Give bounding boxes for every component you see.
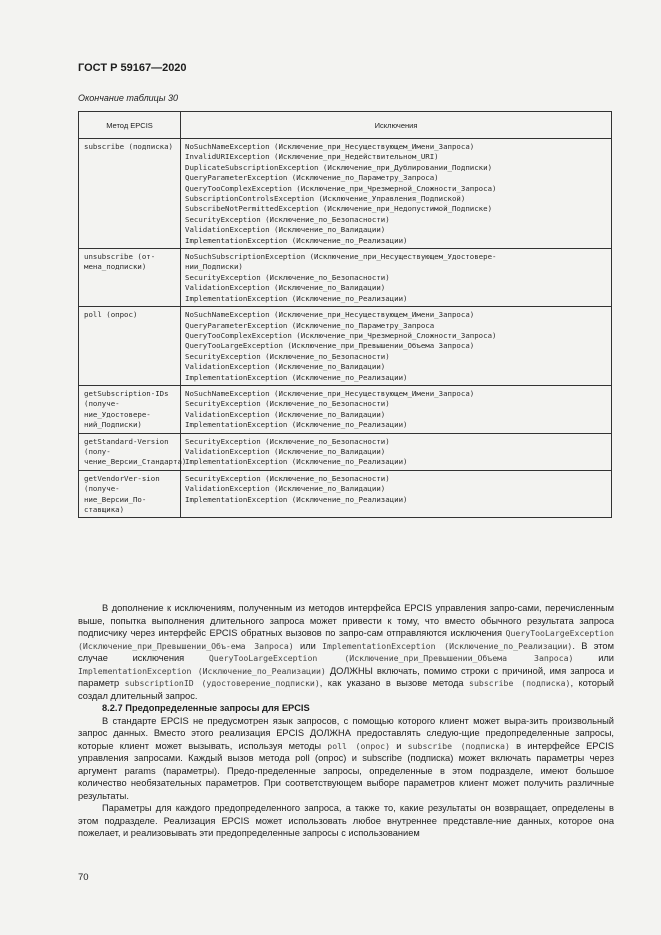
exception-line: SecurityException (Исключение_по_Безопасности) (185, 399, 390, 409)
exceptions-cell (181, 307, 612, 386)
exception-line: ValidationException (Исключение_по_Валидации) (185, 362, 386, 372)
exception-line: DuplicateSubscriptionException (Исключение_при_Дублировании_Подписки) (185, 162, 493, 172)
exception-line: NoSuchNameException (Исключение_при_Несуществующем_Имени_Запроса) (185, 388, 475, 398)
body-text (78, 602, 614, 840)
method-name: getVendorVer-sion (получе-ние_Версии_По-ставщика) (84, 473, 160, 514)
exceptions-table (78, 111, 612, 518)
text-fragment: в интерфейсе EPCIS управления запросами. Каждый вызов метода poll (опрос) и subscribe (подписка) может включать параметры через аргумент params (параметры). Предо-пределенные запросы, определенные в этом подразделе, имеют большое количество необязательных параметров. При соответствующем выборе параметров клиент может получить различные результаты. (78, 740, 614, 801)
page-number: 70 (78, 872, 89, 883)
exception-line: ImplementationException (Исключение_по_Реализации) (185, 420, 408, 430)
section-heading: 8.2.7 Предопределенные запросы для EPCIS (102, 703, 310, 713)
paragraph-exceptions-note (78, 602, 614, 702)
method-name: poll (опрос) (84, 310, 138, 320)
code-fragment: poll (опрос) (327, 740, 391, 751)
table-row (79, 307, 612, 386)
code-fragment: subscribe (подписка) (469, 678, 571, 688)
text-fragment: , который создал длительный запрос. (78, 678, 614, 701)
exception-line: нии_Подписки) (185, 262, 243, 272)
exception-line: QueryTooLargeException (Исключение_при_Превышении_Объема Запроса) (185, 341, 475, 351)
exception-line: InvalidURIException (Исключение_при_Недействительном_URI) (185, 152, 439, 162)
method-cell (79, 307, 181, 386)
method-name: subscribe (подписка) (84, 142, 173, 151)
exception-line: ValidationException (Исключение_по_Валидации) (185, 283, 386, 293)
method-cell (79, 139, 181, 249)
paragraph-predefined-queries (78, 715, 614, 803)
exception-line: ImplementationException (Исключение_по_Реализации) (185, 494, 408, 504)
exception-line: SecurityException (Исключение_по_Безопасности) (185, 214, 390, 224)
exception-line: SecurityException (Исключение_по_Безопасности) (185, 436, 390, 446)
text-fragment: В стандарте EPCIS не предусмотрен язык запросов, с помощью которого клиент может выра-зить произвольный запрос данных. Вместо этого реализация EPCIS ДОЛЖНА предоставлять следую-щие предопределенные запросы, которые клиент может вызывать, используя методы (78, 715, 614, 751)
exception-line: QueryTooComplexException (Исключение_при_Чрезмерной_Сложности_Запроса) (185, 330, 497, 340)
exception-line: NoSuchNameException (Исключение_при_Несуществующем_Имени_Запроса) (185, 142, 475, 151)
exception-line: ImplementationException (Исключение_по_Реализации) (185, 293, 408, 303)
text-fragment: В дополнение к исключениям, полученным из методов интерфейса EPCIS управления запро-сами, перечисленным выше, попытка выполнения длительного запроса может привести к тому, что вместо обычного результата запроса подписчику через интерфейс EPCIS обратных вызовов по запро-сам отправляются исключения (78, 603, 614, 638)
text-fragment: Параметры для каждого предопределенного запроса, а также то, какие результаты он возвращает, определены в этом подразделе. Реализация EPCIS может использовать любое внутреннее представле-ние данных, которое она пожелает, и реализовывать эти предопределенные запросы с использованием (78, 803, 614, 838)
text-fragment: и (390, 740, 408, 751)
table-body (79, 139, 612, 518)
exception-line: SecurityException (Исключение_по_Безопасности) (185, 351, 390, 361)
exceptions-cell (181, 433, 612, 470)
exception-line: ValidationException (Исключение_по_Валидации) (185, 484, 386, 494)
exception-line: ImplementationException (Исключение_по_Реализации) (185, 372, 408, 382)
exception-line: ImplementationException (Исключение_по_Реализации) (185, 235, 408, 245)
table-row (79, 139, 612, 249)
exception-line: SecurityException (Исключение_по_Безопасности) (185, 473, 390, 483)
exception-line: SubscribeNotPermittedException (Исключение_при_Недопустимой_Подписке) (185, 204, 493, 214)
exception-line: NoSuchNameException (Исключение_при_Несуществующем_Имени_Запроса) (185, 310, 475, 320)
text-fragment: , как указано в вызове метода (319, 678, 470, 688)
code-fragment: QueryTooLargeException (Исключение_при_Превышении_Объ-ема Запроса) (78, 628, 614, 651)
table-caption: Окончание таблицы 30 (78, 93, 178, 103)
column-header-method: Метод EPCIS (79, 112, 181, 139)
table-row (79, 433, 612, 470)
exception-line: SecurityException (Исключение_по_Безопасности) (185, 272, 390, 282)
code-fragment: subscribe (подписка) (407, 740, 510, 751)
table-row (79, 249, 612, 307)
method-cell (79, 470, 181, 518)
method-cell (79, 249, 181, 307)
exception-line: QueryParameterException (Исключение_по_Параметру_Запроса) (185, 173, 439, 183)
document-header: ГОСТ Р 59167—2020 (78, 62, 187, 74)
method-cell (79, 385, 181, 433)
text-fragment: ДОЛЖНЫ включать, помимо строки с причиной, имя запроса и параметр (78, 665, 615, 688)
method-name: unsubscribe (от-мена_подписки) (84, 252, 156, 272)
exception-line: QueryTooComplexException (Исключение_при_Чрезмерной_Сложности_Запроса) (185, 183, 497, 193)
exception-line: QueryParameterException (Исключение_по_Параметру_Запроса (185, 320, 435, 330)
table-row (79, 470, 612, 518)
exception-line: ValidationException (Исключение_по_Валидации) (185, 225, 386, 235)
table-header-row (79, 112, 612, 139)
code-fragment: QueryTooLargeException (Исключение_при_Превышении_Объема Запроса) (208, 653, 574, 663)
text-fragment: . В этом случае исключения (78, 640, 614, 663)
method-name: getSubscription-IDs (получе-ние_Удостовере-ний_Подписки) (84, 388, 169, 430)
exceptions-cell (181, 139, 612, 249)
code-fragment: ImplementationException (Исключение_по_Реализации) (322, 640, 573, 651)
column-header-exceptions: Исключения (181, 112, 612, 139)
text-fragment: или (293, 640, 323, 651)
exception-line: SubscriptionControlsException (Исключение_Управления_Подпиской) (185, 194, 466, 204)
exception-line: ImplementationException (Исключение_по_Реализации) (185, 457, 408, 467)
exception-line: ValidationException (Исключение_по_Валидации) (185, 409, 386, 419)
code-fragment: subscriptionID (удостоверение_подписки) (124, 678, 320, 688)
method-cell (79, 433, 187, 470)
exceptions-cell (181, 470, 612, 518)
exceptions-cell (181, 249, 612, 307)
exception-line: ValidationException (Исключение_по_Валидации) (185, 446, 386, 456)
text-fragment: или (573, 653, 615, 663)
code-fragment: ImplementationException (Исключение_по_Реализации) (78, 665, 326, 676)
exceptions-cell (181, 385, 612, 433)
paragraph-query-parameters (78, 802, 614, 840)
table-row (79, 385, 612, 433)
method-name: getStandard-Version (полу-чение_Версии_Стандарта) (84, 436, 187, 467)
exception-line: NoSuchSubscriptionException (Исключение_при_Несуществующем_Удостовере- (185, 252, 497, 262)
